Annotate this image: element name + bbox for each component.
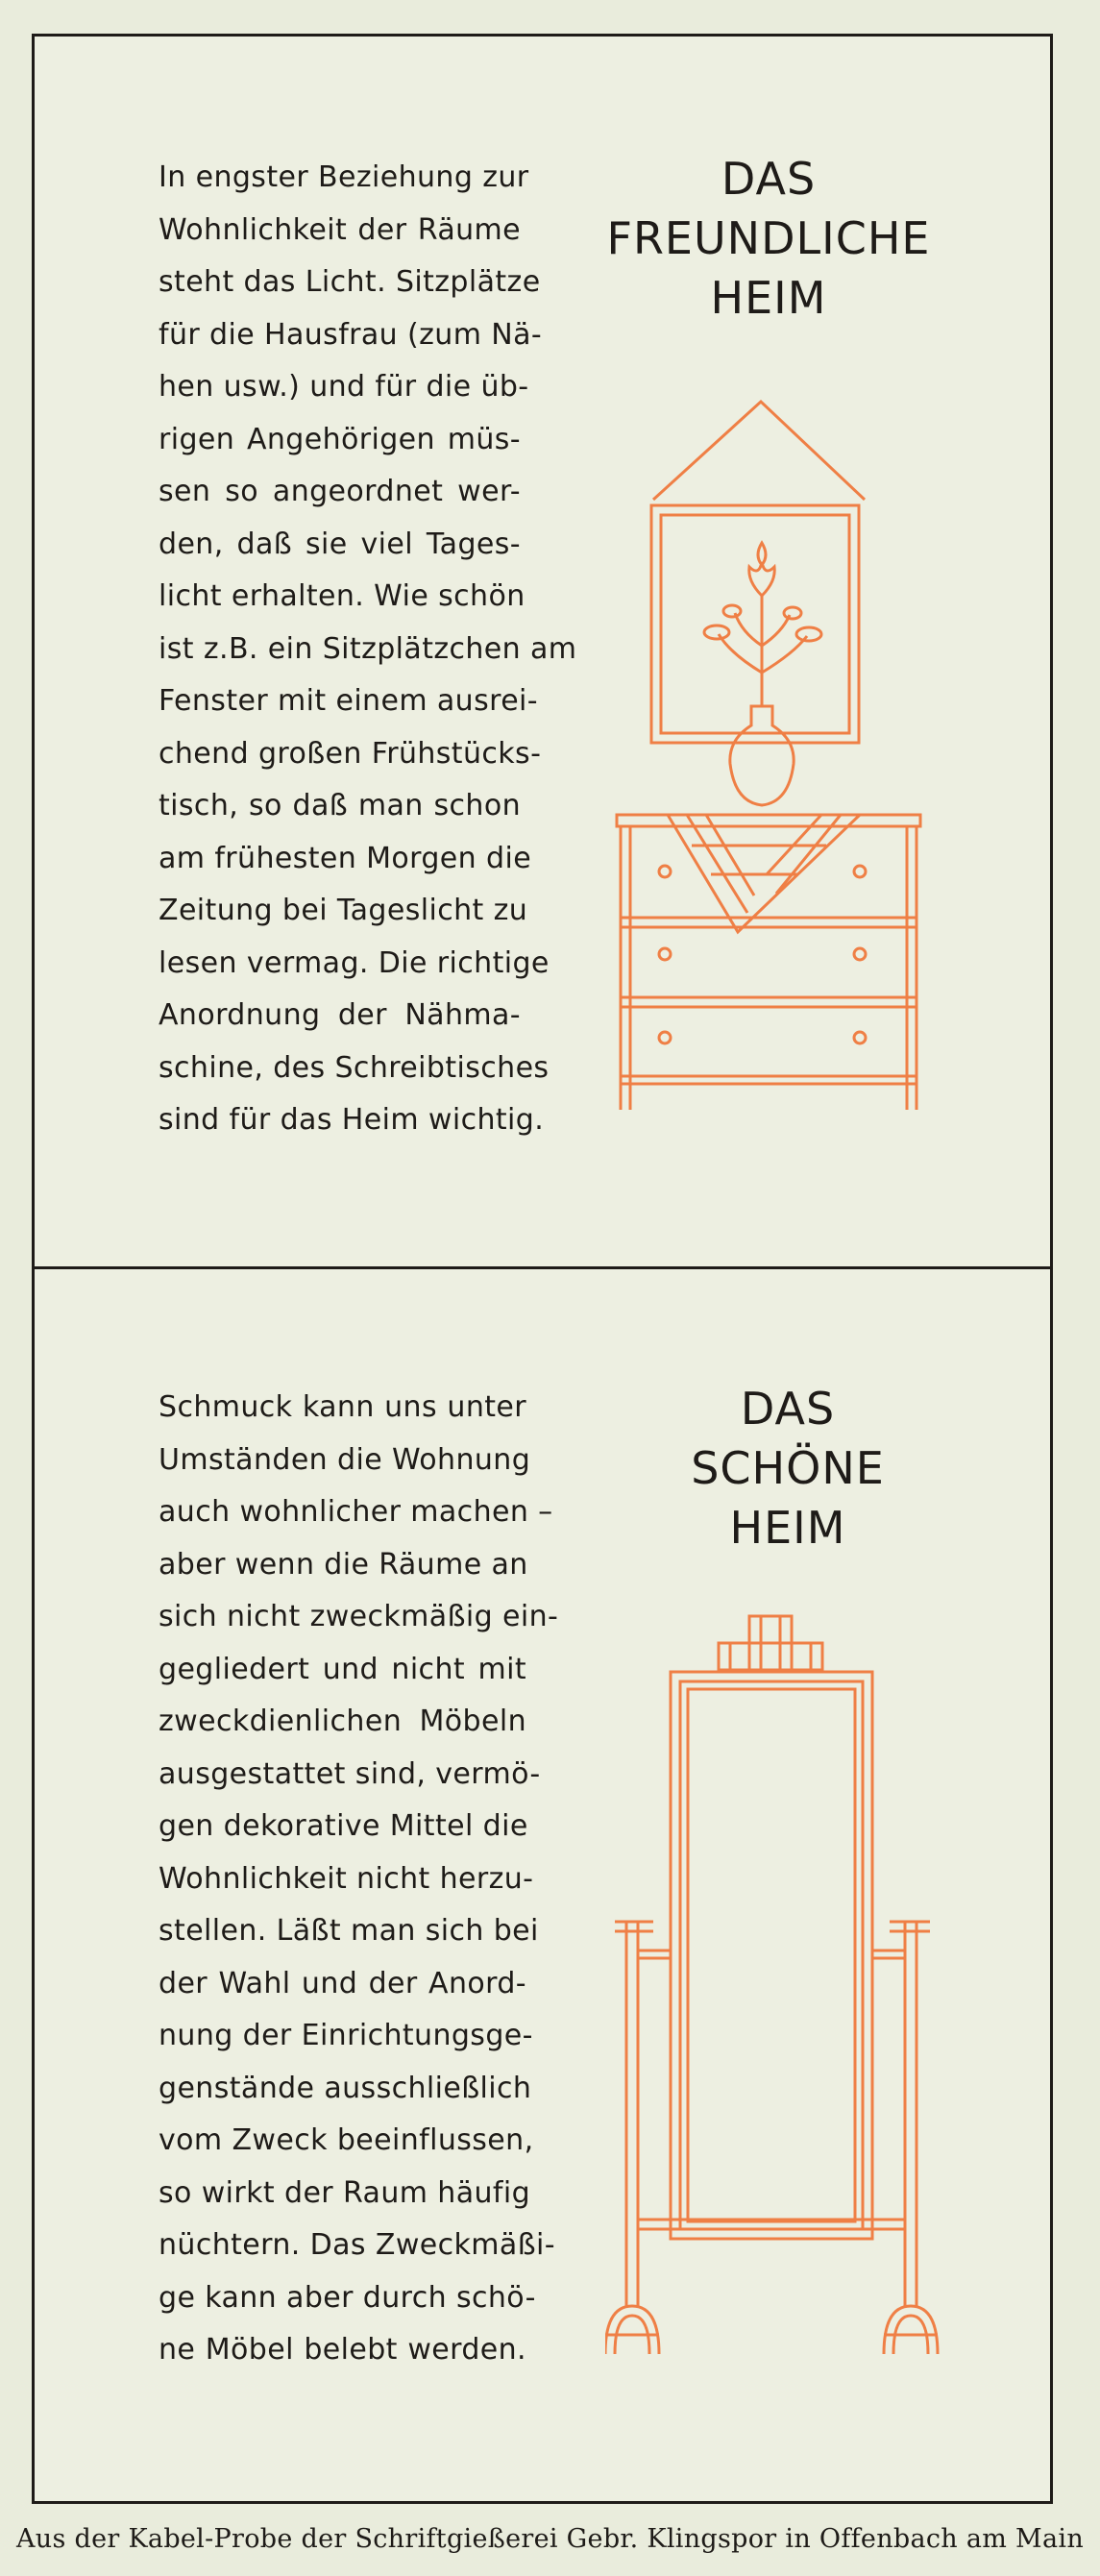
section2-body-text — [159, 1382, 559, 2377]
section-divider — [32, 1266, 1053, 1269]
dresser-top — [617, 815, 920, 826]
standing-mirror-illustration — [605, 1605, 941, 2364]
text-line: sen so angeordnet wer- — [159, 475, 521, 508]
text-line: Wohnlichkeit der Räume — [159, 212, 521, 247]
text-line: gen dekorative Mittel die — [159, 1809, 528, 1843]
text-line: der Wahl und der Anord- — [159, 1966, 526, 2000]
heading-line: HEIM — [710, 272, 827, 324]
text-line: Zeitung bei Tageslicht zu — [159, 894, 528, 927]
text-line: steht das Licht. Sitzplätze — [159, 265, 541, 299]
left-foot — [605, 2306, 659, 2354]
text-line: licht erhalten. Wie schön — [159, 579, 526, 613]
right-foot — [884, 2306, 938, 2354]
picture-frame-inner — [661, 515, 849, 733]
picture-cord — [653, 402, 865, 500]
text-line: vom Zweck beeinflussen, — [159, 2123, 534, 2157]
text-line: sind für das Heim wichtig. — [159, 1103, 545, 1137]
text-line: ge kann aber durch schö- — [159, 2280, 536, 2315]
caption: Aus der Kabel-Probe der Schriftgießerei Gebr. Klingspor in Offenbach am Main — [15, 2524, 1085, 2554]
text-line: ist z.B. ein Sitzplätzchen am — [159, 631, 577, 666]
text-line: stellen. Läßt man sich bei — [159, 1914, 539, 1948]
text-line: chend großen Frühstücks- — [159, 736, 542, 771]
text-line: nung der Einrichtungsge- — [159, 2019, 533, 2052]
text-line: am frühesten Morgen die — [159, 841, 532, 875]
text-line: genstände ausschließlich — [159, 2071, 532, 2105]
text-line: zweckdienlichen Möbeln — [159, 1705, 526, 1738]
text-line: schine, des Schreibtisches — [159, 1050, 550, 1085]
section1-body-text — [159, 152, 577, 1147]
text-line: sich nicht zweckmäßig ein- — [159, 1600, 559, 1633]
text-line: Schmuck kann uns unter — [159, 1390, 526, 1424]
text-line: so wirkt der Raum häufig — [159, 2175, 531, 2210]
text-line: hen usw.) und für die üb- — [159, 370, 529, 404]
heading-line: DAS — [740, 1383, 836, 1435]
mirror-glass — [688, 1689, 855, 2221]
text-line: nüchtern. Das Zweckmäßi- — [159, 2228, 555, 2262]
text-line: ausgestattet sind, vermö- — [159, 1756, 541, 1791]
text-line: aber wenn die Räume an — [159, 1547, 528, 1582]
heading-line: DAS — [721, 153, 817, 205]
dresser-with-framed-flower-illustration — [605, 394, 932, 1124]
mirror-frame — [671, 1672, 872, 2239]
text-line: tisch, so daß man schon — [159, 789, 521, 822]
text-line: lesen vermag. Die richtige — [159, 945, 550, 980]
text-line: den, daß sie viel Tages- — [159, 527, 521, 561]
text-line: ne Möbel belebt werden. — [159, 2333, 526, 2367]
text-line: Umständen die Wohnung — [159, 1442, 531, 1477]
text-line: Anordnung der Nähma- — [159, 998, 521, 1032]
vase — [730, 706, 794, 805]
heading-line: HEIM — [729, 1502, 846, 1554]
text-line: Wohnlichkeit nicht herzu- — [159, 1861, 534, 1896]
text-line: gegliedert und nicht mit — [159, 1652, 526, 1686]
text-line: rigen Angehörigen müs- — [159, 422, 521, 456]
text-line: In engster Beziehung zur — [159, 160, 529, 194]
heading-line: SCHÖNE — [691, 1442, 885, 1494]
text-line: auch wohnlicher machen – — [159, 1495, 553, 1529]
text-line: für die Hausfrau (zum Nä- — [159, 317, 543, 352]
heading-line: FREUNDLICHE — [606, 212, 931, 264]
section1-heading — [596, 149, 941, 328]
section2-heading — [634, 1379, 941, 1558]
text-line: Fenster mit einem ausrei- — [159, 684, 539, 718]
